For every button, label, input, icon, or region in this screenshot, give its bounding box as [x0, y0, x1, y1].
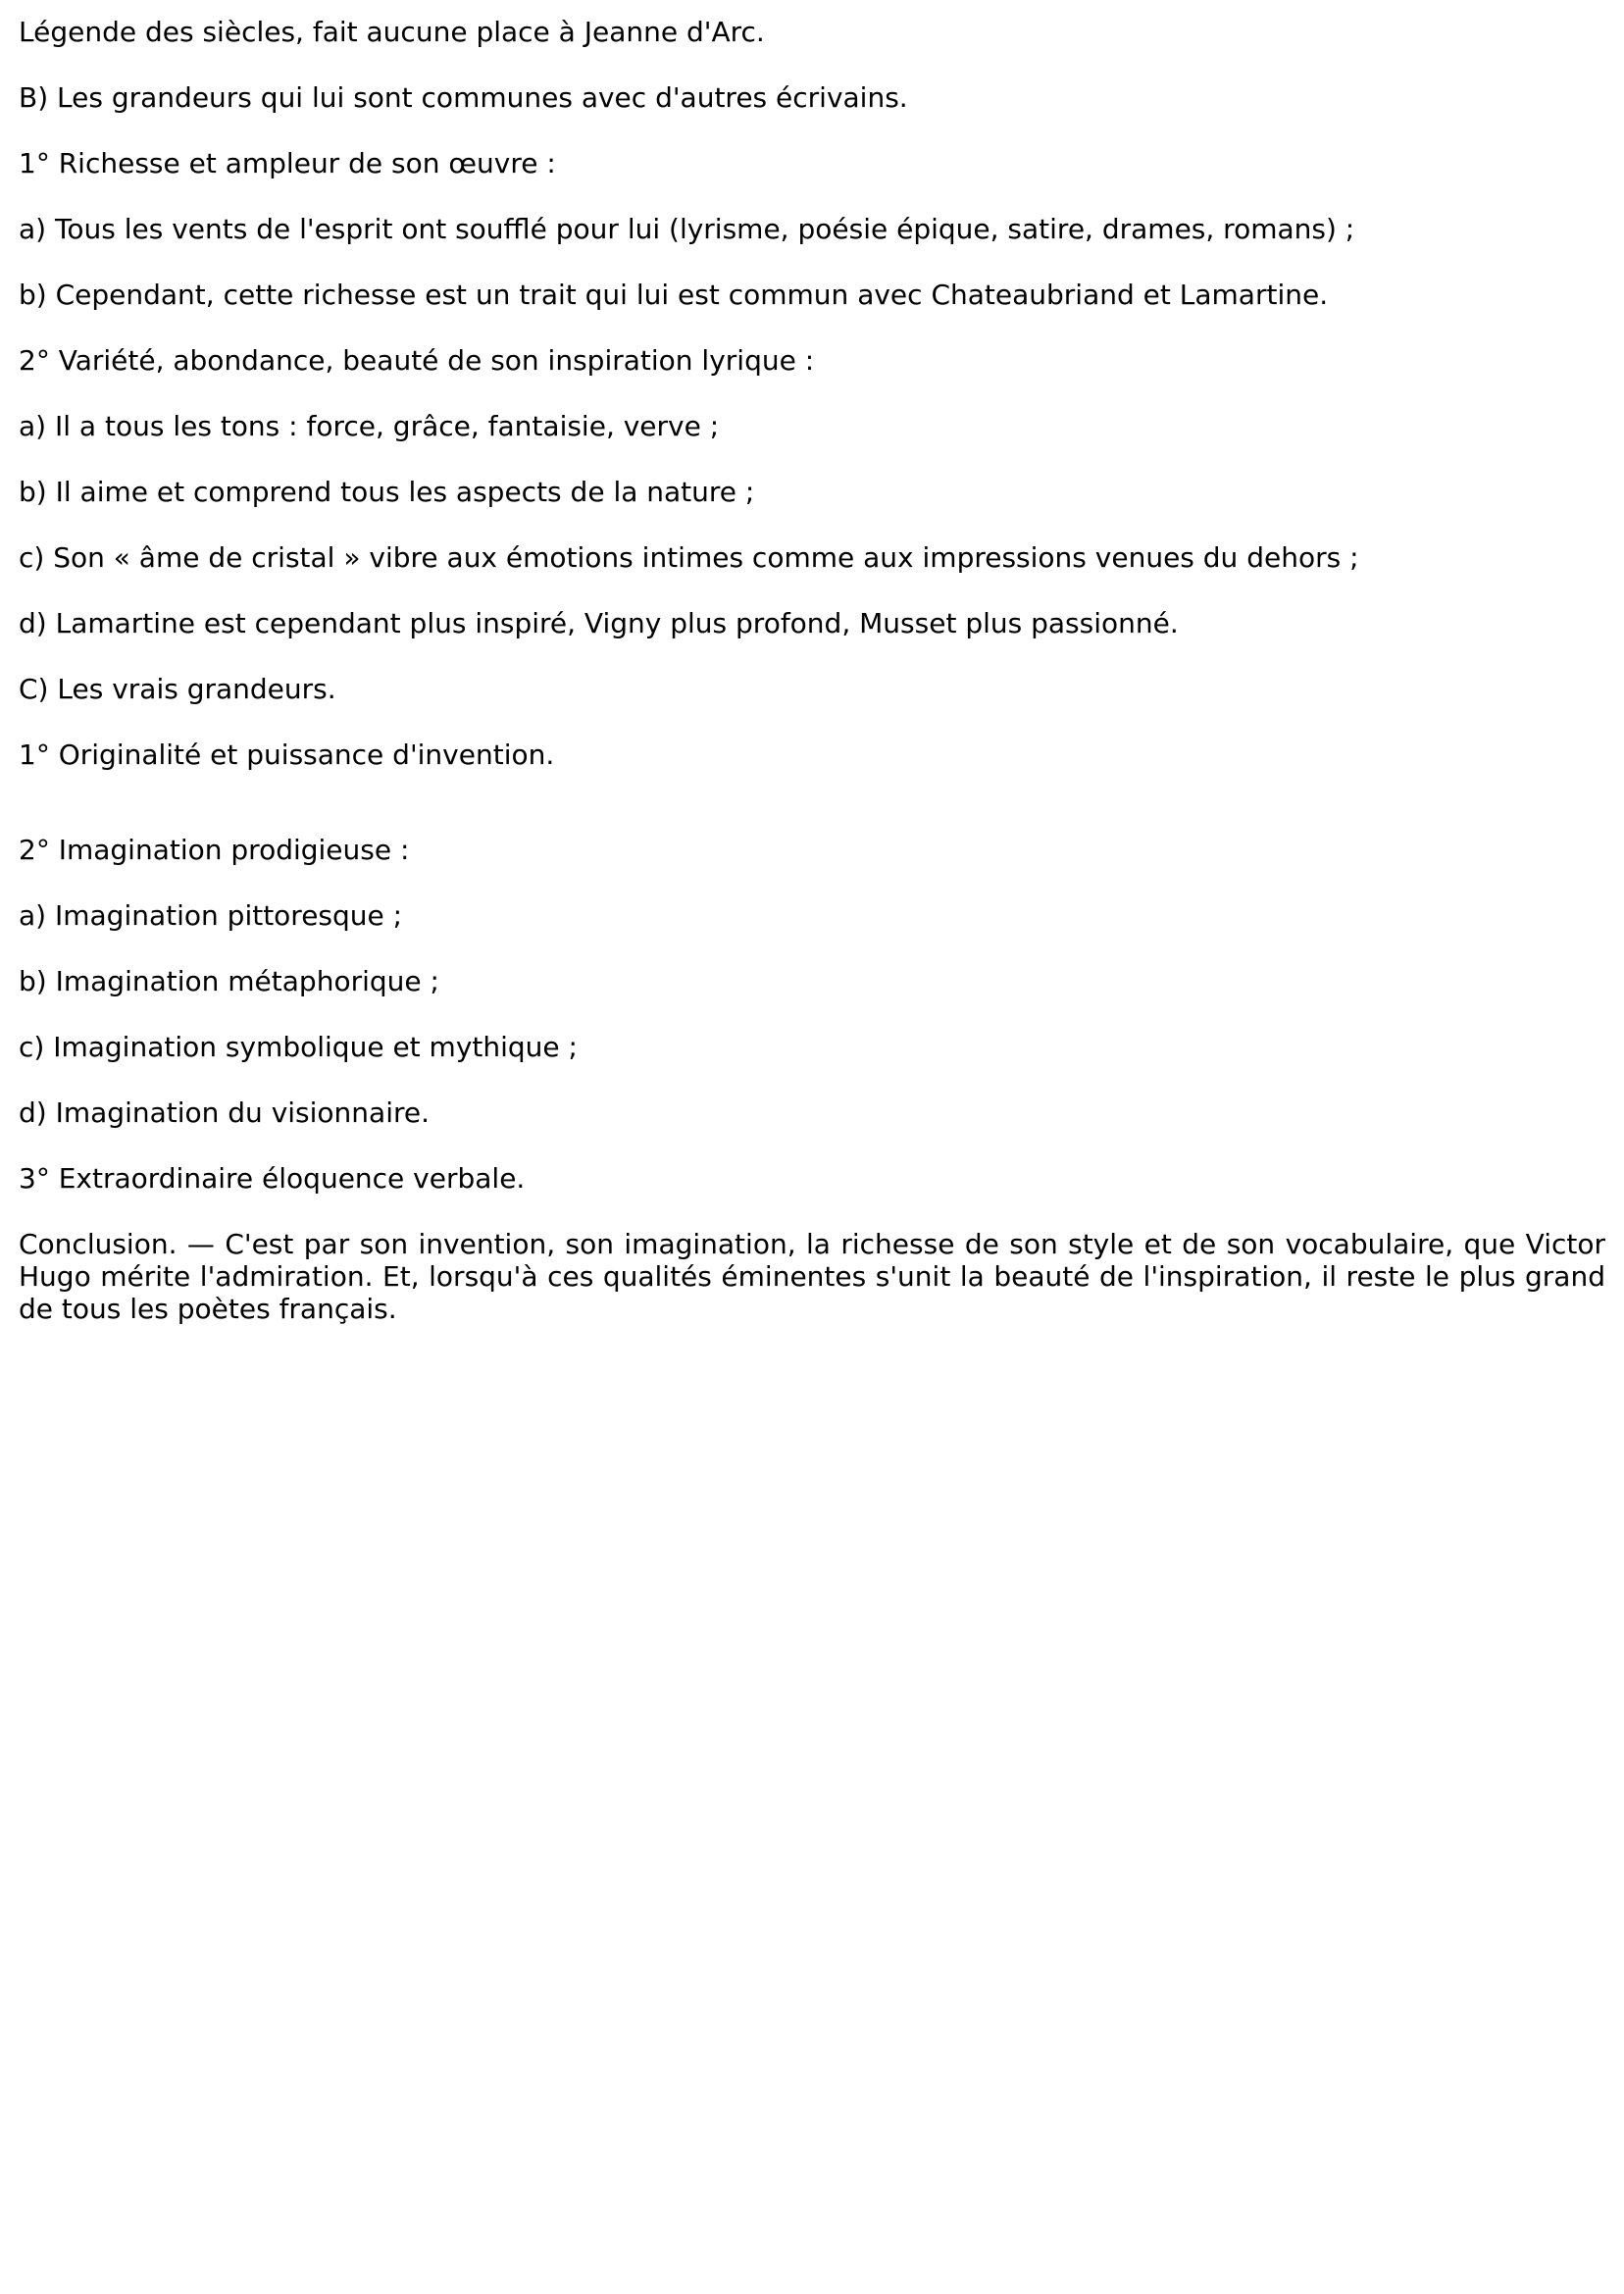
list-item: b) Il aime et comprend tous les aspects de la nature ; — [19, 476, 755, 508]
list-item: d) Imagination du visionnaire. — [19, 1096, 431, 1129]
list-item: b) Imagination métaphorique ; — [19, 965, 439, 997]
list-item: a) Tous les vents de l'esprit ont soufflé pour lui (lyrisme, poésie épique, satire, drames, romans) ; — [19, 213, 1355, 245]
section-heading-c: C) Les vrais grandeurs. — [19, 673, 336, 705]
conclusion-paragraph: Conclusion. — C'est par son invention, son imagination, la richesse de son style et de son vocabulaire, que Victor Hugo mérite l'admiration. Et, lorsqu'à ces qualités éminentes s'unit la beauté de l'inspiration, il reste le plus grand de tous les poètes français. — [19, 1228, 1605, 1325]
list-item: a) Imagination pittoresque ; — [19, 899, 403, 932]
text-line: Légende des siècles, fait aucune place à Jeanne d'Arc. — [19, 16, 765, 48]
list-item: c) Son « âme de cristal » vibre aux émotions intimes comme aux impressions venues du dehors ; — [19, 541, 1359, 574]
list-item: c) Imagination symbolique et mythique ; — [19, 1031, 578, 1063]
subsection-heading: 1° Richesse et ampleur de son œuvre : — [19, 147, 556, 179]
list-item: b) Cependant, cette richesse est un trait qui lui est commun avec Chateaubriand et Lamartine. — [19, 279, 1329, 311]
subsection-heading: 1° Originalité et puissance d'invention. — [19, 739, 555, 771]
subsection-heading: 2° Imagination prodigieuse : — [19, 834, 410, 866]
subsection-heading: 3° Extraordinaire éloquence verbale. — [19, 1162, 526, 1195]
list-item: d) Lamartine est cependant plus inspiré, Vigny plus profond, Musset plus passionné. — [19, 607, 1179, 639]
subsection-heading: 2° Variété, abondance, beauté de son inspiration lyrique : — [19, 344, 815, 377]
list-item: a) Il a tous les tons : force, grâce, fantaisie, verve ; — [19, 410, 720, 442]
section-heading-b: B) Les grandeurs qui lui sont communes avec d'autres écrivains. — [19, 81, 908, 114]
